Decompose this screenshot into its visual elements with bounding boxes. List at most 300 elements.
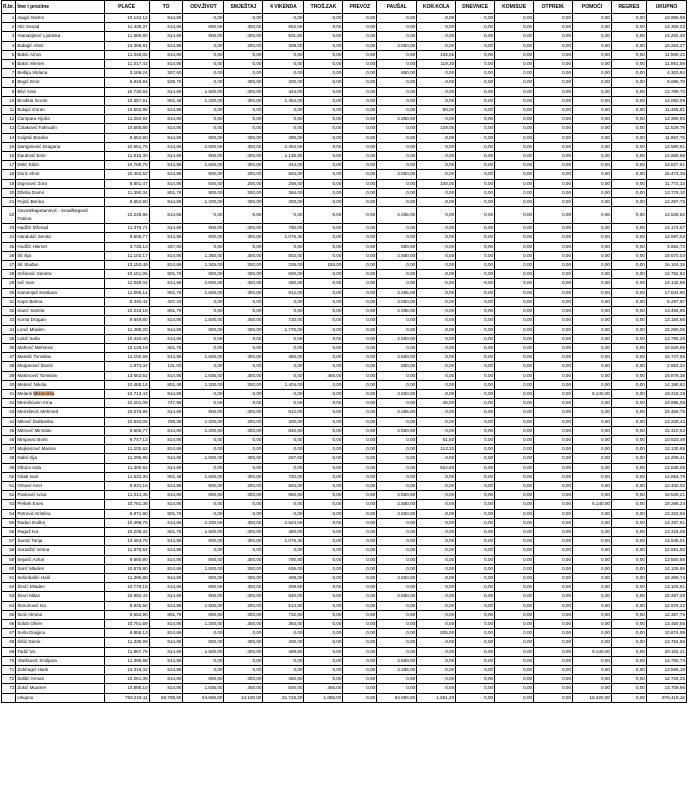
amount-cell: 0,00 xyxy=(456,491,495,500)
amount-cell: 0,00 xyxy=(417,242,456,251)
amount-cell: 0,00 xyxy=(417,362,456,371)
employee-name: Imširović Sandra xyxy=(16,270,104,279)
amount-cell: 814,86 xyxy=(149,638,183,647)
amount-cell: 900,00 xyxy=(183,188,224,197)
amount-cell: 0,00 xyxy=(417,325,456,334)
amount-cell: 0,00 xyxy=(456,124,495,133)
employee-name: Damjanović Dragana xyxy=(16,142,104,151)
amount-cell: 0,00 xyxy=(495,573,534,582)
amount-cell: 0,00 xyxy=(343,666,377,675)
employee-name: Sivić Almina xyxy=(16,610,104,619)
amount-cell: 0,00 xyxy=(343,500,377,509)
amount-cell: 0,00 xyxy=(304,325,343,334)
amount-cell: 747,96 xyxy=(149,399,183,408)
amount-cell: 0,00 xyxy=(456,334,495,343)
amount-cell: 300,00 xyxy=(224,426,263,435)
row-number: 42 xyxy=(2,399,16,408)
table-row xyxy=(2,573,687,582)
row-number: 72 xyxy=(2,675,16,684)
amount-cell: 14.306,23 xyxy=(646,23,686,32)
amount-cell: 0,00 xyxy=(224,207,263,224)
amount-cell: 0,00 xyxy=(495,353,534,362)
amount-cell: 0,00 xyxy=(611,417,646,426)
amount-cell: 0,00 xyxy=(263,307,304,316)
employee-name: Orlović Amir xyxy=(16,481,104,490)
amount-cell: 1.500,00 xyxy=(183,454,224,463)
amount-cell: 0,00 xyxy=(456,87,495,96)
amount-cell: 0,00 xyxy=(343,371,377,380)
amount-cell: 814,86 xyxy=(149,14,183,23)
column-header: Ime i prezime xyxy=(16,1,104,14)
amount-cell: 0,00 xyxy=(417,87,456,96)
amount-cell: 780,00 xyxy=(263,224,304,233)
amount-cell: 13.450,55 xyxy=(646,620,686,629)
amount-cell: 0,00 xyxy=(343,656,377,665)
amount-cell: 0,00 xyxy=(304,564,343,573)
amount-cell: 814,86 xyxy=(149,546,183,555)
amount-cell: 0,00 xyxy=(304,142,343,151)
amount-cell: 0,00 xyxy=(377,417,417,426)
table-row xyxy=(2,481,687,490)
amount-cell: 10.388,81 xyxy=(104,41,149,50)
amount-cell: 0,00 xyxy=(456,170,495,179)
amount-cell: 13.754,85 xyxy=(646,638,686,647)
amount-cell: 0,00 xyxy=(343,417,377,426)
amount-cell: 0,00 xyxy=(573,399,612,408)
amount-cell: 1.404,00 xyxy=(263,96,304,105)
table-row xyxy=(2,564,687,573)
row-number: 12 xyxy=(2,115,16,124)
amount-cell: 0,00 xyxy=(417,23,456,32)
amount-cell: 0,00 xyxy=(417,115,456,124)
amount-cell: 0,00 xyxy=(263,106,304,115)
amount-cell: 0,00 xyxy=(343,610,377,619)
amount-cell: 0,00 xyxy=(377,179,417,188)
amount-cell: 0,00 xyxy=(456,78,495,87)
table-row xyxy=(2,435,687,444)
amount-cell: 0,00 xyxy=(495,96,534,105)
table-row xyxy=(2,270,687,279)
amount-cell: 131,00 xyxy=(149,362,183,371)
amount-cell: 300,00 xyxy=(224,170,263,179)
amount-cell: 0,00 xyxy=(573,629,612,638)
total-cell: 0,00 xyxy=(534,693,573,702)
amount-cell: 0,00 xyxy=(224,60,263,69)
employee-name: Zaštić Arman xyxy=(16,675,104,684)
amount-cell: 0,00 xyxy=(456,198,495,207)
amount-cell: 0,00 xyxy=(377,546,417,555)
amount-cell: 0,00 xyxy=(573,417,612,426)
amount-cell: 0,00 xyxy=(495,78,534,87)
amount-cell: 504,00 xyxy=(263,481,304,490)
amount-cell: 0,00 xyxy=(343,106,377,115)
employee-name: Fejzić Berina xyxy=(16,198,104,207)
row-number: 68 xyxy=(2,638,16,647)
amount-cell: 814,86 xyxy=(149,142,183,151)
amount-cell: 0,00 xyxy=(304,32,343,41)
amount-cell: 300,00 xyxy=(224,316,263,325)
amount-cell: 0,00 xyxy=(611,198,646,207)
amount-cell: 0,00 xyxy=(573,288,612,297)
amount-cell: 0,00 xyxy=(456,161,495,170)
amount-cell: 900,00 xyxy=(183,610,224,619)
amount-cell: 0,00 xyxy=(456,251,495,260)
amount-cell: 0,00 xyxy=(304,307,343,316)
amount-cell: 0,00 xyxy=(534,675,573,684)
amount-cell: 0,00 xyxy=(343,32,377,41)
amount-cell: 0,00 xyxy=(534,251,573,260)
amount-cell: 0,00 xyxy=(377,233,417,242)
amount-cell: 0,00 xyxy=(495,233,534,242)
amount-cell: 0,00 xyxy=(224,445,263,454)
amount-cell: 444,00 xyxy=(263,87,304,96)
table-row xyxy=(2,288,687,297)
amount-cell: 3.186,24 xyxy=(104,69,149,78)
amount-cell: 0,00 xyxy=(377,270,417,279)
amount-cell: 0,00 xyxy=(573,124,612,133)
amount-cell: 814,86 xyxy=(149,445,183,454)
amount-cell: 0,00 xyxy=(495,555,534,564)
table-row xyxy=(2,50,687,59)
amount-cell: 0,00 xyxy=(304,546,343,555)
amount-cell: 0,00 xyxy=(573,316,612,325)
amount-cell: 0,00 xyxy=(224,666,263,675)
employee-name: Čolaković Fahrudin xyxy=(16,124,104,133)
amount-cell: 0,00 xyxy=(263,371,304,380)
amount-cell: 0,00 xyxy=(573,233,612,242)
amount-cell: 0,00 xyxy=(495,500,534,509)
row-number: 8 xyxy=(2,78,16,87)
amount-cell: 0,00 xyxy=(343,399,377,408)
amount-cell: 0,00 xyxy=(456,23,495,32)
employee-name: Kapo Belma xyxy=(16,297,104,306)
amount-cell: 0,00 xyxy=(343,325,377,334)
amount-cell: 0,00 xyxy=(573,242,612,251)
amount-cell: 0,00 xyxy=(304,124,343,133)
amount-cell: 0,00 xyxy=(417,32,456,41)
amount-cell: 0,00 xyxy=(495,564,534,573)
amount-cell: 2.550,00 xyxy=(377,334,417,343)
table-row xyxy=(2,96,687,105)
amount-cell: 300,00 xyxy=(224,279,263,288)
amount-cell: 200,00 xyxy=(224,179,263,188)
table-body xyxy=(2,14,687,694)
amount-cell: 2.550,00 xyxy=(377,491,417,500)
amount-cell: 0,00 xyxy=(573,481,612,490)
amount-cell: 300,00 xyxy=(224,408,263,417)
amount-cell: 0,00 xyxy=(224,106,263,115)
amount-cell: 256,00 xyxy=(263,179,304,188)
amount-cell: 0,00 xyxy=(377,279,417,288)
amount-cell: 0,00 xyxy=(611,69,646,78)
amount-cell: 0,00 xyxy=(495,316,534,325)
amount-cell: 814,86 xyxy=(149,454,183,463)
amount-cell: 0,00 xyxy=(417,170,456,179)
amount-cell: 0,00 xyxy=(343,509,377,518)
amount-cell: 0,00 xyxy=(183,242,224,251)
amount-cell: 10.420,40 xyxy=(104,334,149,343)
amount-cell: 12.387,76 xyxy=(646,610,686,619)
amount-cell: 0,00 xyxy=(534,142,573,151)
amount-cell: 0,00 xyxy=(304,666,343,675)
total-cell: 1.561,20 xyxy=(417,693,456,702)
amount-cell: 0,00 xyxy=(456,50,495,59)
amount-cell: 0,00 xyxy=(534,454,573,463)
row-number: 43 xyxy=(2,408,16,417)
amount-cell: 912,00 xyxy=(263,288,304,297)
amount-cell: 0,00 xyxy=(377,610,417,619)
amount-cell: 480,00 xyxy=(263,527,304,536)
row-number: 48 xyxy=(2,454,16,463)
amount-cell: 0,00 xyxy=(534,133,573,142)
amount-cell: 0,00 xyxy=(224,362,263,371)
amount-cell: 8.086,70 xyxy=(646,78,686,87)
amount-cell: 0,00 xyxy=(495,32,534,41)
amount-cell: 11.465,81 xyxy=(646,106,686,115)
amount-cell: 2.465,00 xyxy=(377,408,417,417)
amount-cell: 814,86 xyxy=(149,251,183,260)
column-header: PAUŠAL xyxy=(377,1,417,14)
amount-cell: 0,00 xyxy=(573,445,612,454)
table-row xyxy=(2,170,687,179)
amount-cell: 0,00 xyxy=(263,463,304,472)
amount-cell: 1.404,00 xyxy=(263,380,304,389)
amount-cell: 0,00 xyxy=(304,224,343,233)
row-number: 6 xyxy=(2,60,16,69)
amount-cell: 0,00 xyxy=(495,399,534,408)
table-header xyxy=(2,1,687,14)
amount-cell: 814,86 xyxy=(149,87,183,96)
amount-cell: 0,00 xyxy=(573,96,612,105)
row-number: 65 xyxy=(2,610,16,619)
amount-cell: 0,00 xyxy=(495,675,534,684)
amount-cell: 0,00 xyxy=(611,546,646,555)
amount-cell: 0,00 xyxy=(224,629,263,638)
amount-cell: 300,00 xyxy=(224,152,263,161)
amount-cell: 0,00 xyxy=(343,380,377,389)
amount-cell: 0,00 xyxy=(224,399,263,408)
amount-cell: 0,00 xyxy=(183,656,224,665)
amount-cell: 0,00 xyxy=(611,224,646,233)
amount-cell: 0,00 xyxy=(495,60,534,69)
amount-cell: 0,00 xyxy=(495,435,534,444)
amount-cell: 0,00 xyxy=(534,583,573,592)
table-row xyxy=(2,233,687,242)
amount-cell: 0,00 xyxy=(377,152,417,161)
row-number: 44 xyxy=(2,417,16,426)
amount-cell: 15.263,27 xyxy=(646,41,686,50)
amount-cell: 2.465,00 xyxy=(377,207,417,224)
amount-cell: 9.801,47 xyxy=(104,179,149,188)
amount-cell: 14.173,57 xyxy=(646,224,686,233)
amount-cell: 300,00 xyxy=(224,78,263,87)
amount-cell: 900,00 xyxy=(183,583,224,592)
amount-cell: 790,80 xyxy=(263,555,304,564)
amount-cell: 814,86 xyxy=(149,537,183,546)
amount-cell: 14.337,61 xyxy=(646,518,686,527)
amount-cell: 0,00 xyxy=(417,279,456,288)
amount-cell: 814,86 xyxy=(149,629,183,638)
amount-cell: 0,00 xyxy=(534,233,573,242)
amount-cell: 0,00 xyxy=(304,316,343,325)
amount-cell: 0,00 xyxy=(304,527,343,536)
amount-cell: 0,00 xyxy=(417,638,456,647)
column-header: REGRES xyxy=(611,1,646,14)
highlighted-text: Mizemirka xyxy=(33,390,55,396)
amount-cell: 10.768,75 xyxy=(104,161,149,170)
amount-cell: 2.550,00 xyxy=(377,297,417,306)
amount-cell: 0,00 xyxy=(611,170,646,179)
amount-cell: 9.652,90 xyxy=(104,198,149,207)
amount-cell: 0,00 xyxy=(456,233,495,242)
amount-cell: 1.350,00 xyxy=(183,251,224,260)
amount-cell: 900,00 xyxy=(183,23,224,32)
table-row xyxy=(2,41,687,50)
amount-cell: 600,00 xyxy=(183,179,224,188)
amount-cell: 61,50 xyxy=(417,435,456,444)
amount-cell: 17.044,90 xyxy=(646,288,686,297)
amount-cell: 0,00 xyxy=(417,261,456,270)
amount-cell: 0,00 xyxy=(343,96,377,105)
amount-cell: 0,00 xyxy=(495,161,534,170)
amount-cell: 0,00 xyxy=(534,527,573,536)
employee-name: Ševo Milan xyxy=(16,592,104,601)
amount-cell: 0,00 xyxy=(417,555,456,564)
total-row xyxy=(2,693,687,702)
amount-cell: 300,00 xyxy=(224,583,263,592)
amount-cell: 0,00 xyxy=(343,207,377,224)
amount-cell: 0,00 xyxy=(304,656,343,665)
amount-cell: 912,00 xyxy=(263,408,304,417)
amount-cell: 0,00 xyxy=(417,188,456,197)
amount-cell: 10.245,96 xyxy=(104,207,149,224)
amount-cell: 300,00 xyxy=(224,601,263,610)
amount-cell: 0,00 xyxy=(304,60,343,69)
amount-cell: 0,00 xyxy=(343,50,377,59)
amount-cell: 10.875,80 xyxy=(104,564,149,573)
amount-cell: 0,00 xyxy=(456,408,495,417)
row-number: 39 xyxy=(2,371,16,380)
amount-cell: 0,00 xyxy=(456,224,495,233)
amount-cell: 11.529,79 xyxy=(646,124,686,133)
amount-cell: 300,00 xyxy=(224,261,263,270)
amount-cell: 0,00 xyxy=(456,399,495,408)
amount-cell: 0,00 xyxy=(495,527,534,536)
amount-cell: 0,00 xyxy=(456,610,495,619)
row-number: 50 xyxy=(2,472,16,481)
amount-cell: 11.439,37 xyxy=(104,23,149,32)
amount-cell: 0,00 xyxy=(417,161,456,170)
amount-cell: 0,00 xyxy=(456,261,495,270)
amount-cell: 0,00 xyxy=(377,325,417,334)
amount-cell: 1.345,00 xyxy=(183,261,224,270)
table-row xyxy=(2,426,687,435)
amount-cell: 0,00 xyxy=(263,445,304,454)
amount-cell: 20.102,21 xyxy=(646,647,686,656)
amount-cell: 1.873,34 xyxy=(104,362,149,371)
amount-cell: 0,00 xyxy=(456,288,495,297)
amount-cell: 15.468,75 xyxy=(646,408,686,417)
amount-cell: 12.500,56 xyxy=(646,555,686,564)
employee-name: Mahmić Mehmed xyxy=(16,343,104,352)
amount-cell: 0,00 xyxy=(343,573,377,582)
table-row xyxy=(2,179,687,188)
row-number: 37 xyxy=(2,353,16,362)
employee-name: Bilić Anto xyxy=(16,87,104,96)
amount-cell: 0,00 xyxy=(343,334,377,343)
amount-cell: 0,00 xyxy=(224,297,263,306)
employee-name: Mitrović Miroslav xyxy=(16,426,104,435)
amount-cell: 1.500,00 xyxy=(183,316,224,325)
amount-cell: 0,00 xyxy=(224,463,263,472)
amount-cell: 0,00 xyxy=(456,362,495,371)
amount-cell: 0,00 xyxy=(611,288,646,297)
table-row xyxy=(2,601,687,610)
amount-cell: 12.130,68 xyxy=(646,445,686,454)
amount-cell: 0,00 xyxy=(304,537,343,546)
amount-cell: 0,00 xyxy=(263,69,304,78)
row-number: 9 xyxy=(2,87,16,96)
amount-cell: 0,00 xyxy=(343,343,377,352)
amount-cell: 0,00 xyxy=(534,389,573,398)
amount-cell: 14.126,66 xyxy=(646,564,686,573)
amount-cell: 1.524,00 xyxy=(263,518,304,527)
row-number: 40 xyxy=(2,380,16,389)
amount-cell: 0,00 xyxy=(343,564,377,573)
row-number: 71 xyxy=(2,666,16,675)
amount-cell: 14.668,96 xyxy=(646,152,686,161)
amount-cell: 552,00 xyxy=(263,251,304,260)
amount-cell: 0,00 xyxy=(343,408,377,417)
amount-cell: 900,00 xyxy=(183,270,224,279)
amount-cell: 0,00 xyxy=(224,14,263,23)
amount-cell: 900,00 xyxy=(183,491,224,500)
amount-cell: 300,00 xyxy=(263,417,304,426)
amount-cell: 16.539,21 xyxy=(646,491,686,500)
amount-cell: 0,00 xyxy=(495,133,534,142)
amount-cell: 13.776,10 xyxy=(646,188,686,197)
amount-cell: 205,00 xyxy=(417,629,456,638)
amount-cell: 0,00 xyxy=(417,684,456,693)
amount-cell: 0,00 xyxy=(183,435,224,444)
row-number: 38 xyxy=(2,362,16,371)
amount-cell: 0,00 xyxy=(343,152,377,161)
amount-cell: 300,00 xyxy=(224,353,263,362)
amount-cell: 0,00 xyxy=(304,353,343,362)
total-label: Ukupno xyxy=(16,693,104,702)
amount-cell: 300,00 xyxy=(224,610,263,619)
amount-cell: 10.316,32 xyxy=(104,666,149,675)
amount-cell: 840,00 xyxy=(263,426,304,435)
table-row xyxy=(2,454,687,463)
amount-cell: 0,00 xyxy=(573,41,612,50)
amount-cell: 13.323,56 xyxy=(646,509,686,518)
amount-cell: 0,00 xyxy=(534,325,573,334)
column-header: OTPREM. xyxy=(534,1,573,14)
amount-cell: 0,00 xyxy=(611,555,646,564)
amount-cell: 0,00 xyxy=(377,518,417,527)
amount-cell: 0,00 xyxy=(183,106,224,115)
amount-cell: 0,00 xyxy=(573,491,612,500)
amount-cell: 0,00 xyxy=(611,279,646,288)
amount-cell: 9.694,90 xyxy=(104,555,149,564)
employee-name: Šišić Damir xyxy=(16,638,104,647)
amount-cell: 0,00 xyxy=(417,307,456,316)
amount-cell: 300,00 xyxy=(224,454,263,463)
amount-cell: 113,20 xyxy=(417,445,456,454)
amount-cell: 0,00 xyxy=(456,14,495,23)
employee-name: Atanasijević Ljubinka xyxy=(16,32,104,41)
